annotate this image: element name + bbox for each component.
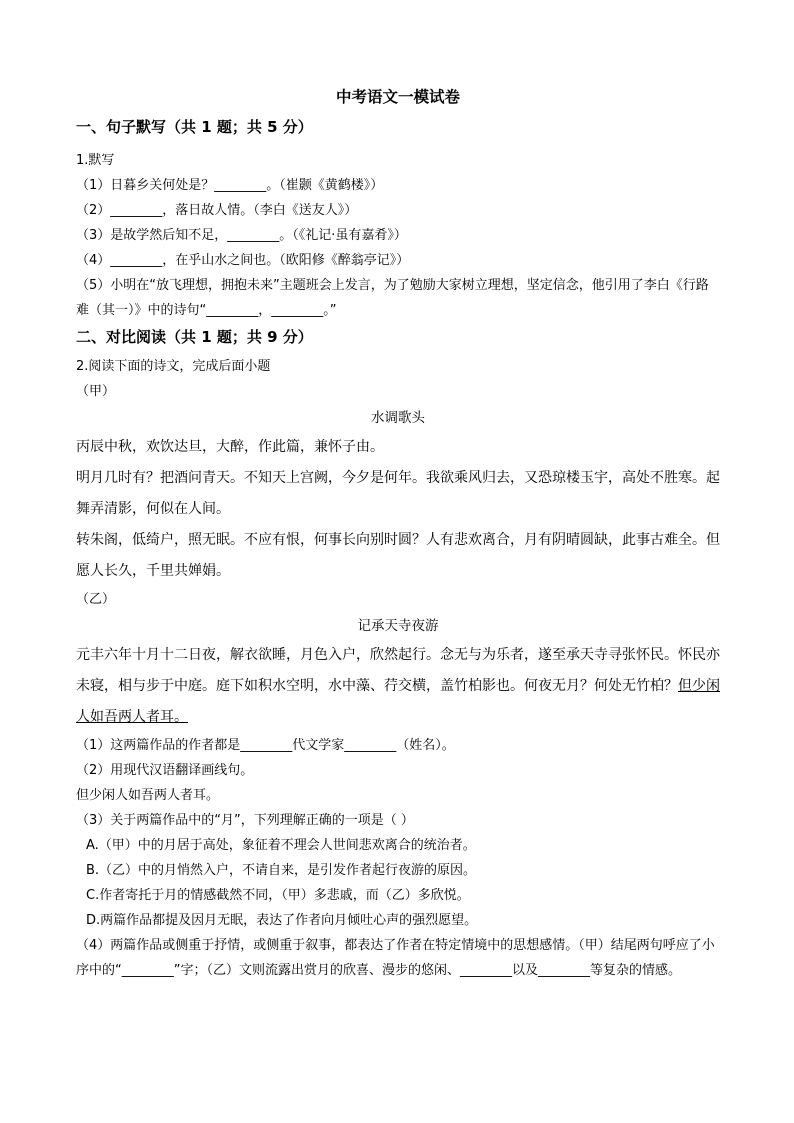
question-2-intro: 2.阅读下面的诗文，完成后面小题 xyxy=(76,359,271,374)
question-2-sub-2: （2）用现代汉语翻译画线句。 xyxy=(76,763,254,778)
poem-a-stanza-2: 转朱阁，低绮户，照无眠。不应有恨，何事长向别时圆？人有悲欢离合，月有阴晴圆缺，此事古难全。但愿人长久，千里共婵娟。 xyxy=(76,532,720,579)
prose-b-underlined-sentence: 但少闲人如吾两人者耳。 xyxy=(76,678,720,725)
poem-a-preface: 丙辰中秋，欢饮达旦，大醉，作此篇，兼怀子由。 xyxy=(76,439,384,455)
question-2-sub-2-sentence: 但少闲人如吾两人者耳。 xyxy=(76,788,220,803)
question-2-sub-3-option-d: D.两篇作品都提及因月无眠，表达了作者向月倾吐心声的强烈愿望。 xyxy=(86,913,478,928)
exam-title: 中考语文一模试卷 xyxy=(335,88,460,106)
question-2-sub-3: （3）关于两篇作品中的“月”，下列理解正确的一项是（ ） xyxy=(76,813,414,828)
poem-a-stanza-1: 明月几时有？把酒问青天。不知天上宫阙，今夕是何年。我欲乘风归去，又恐琼楼玉宇，高处不胜寒。起舞弄清影，何似在人间。 xyxy=(76,470,720,517)
section-1-heading: 一、句子默写（共 1 题；共 5 分） xyxy=(76,118,313,136)
question-1-intro: 1.默写 xyxy=(76,153,115,168)
exam-page xyxy=(76,86,720,983)
prose-b-text-plain: 元丰六年十月十二日夜，解衣欲睡，月色入户，欣然起行。念无与为乐者，遂至承天寺寻张怀民。怀民亦未寝，相与步于中庭。庭下如积水空明，水中藻、荇交横，盖竹柏影也。何夜无月？何处无竹柏？ xyxy=(76,647,720,694)
part-b-label: （乙） xyxy=(76,592,116,607)
question-1-item-2: （2）________，落日故人情。（李白《送友人》） xyxy=(76,203,358,218)
question-2-sub-4: （4）两篇作品或侧重于抒情，或侧重于叙事，都表达了作者在特定情境中的思想感情。（甲）结尾两句呼应了小序中的“________”字；（乙）文则流露出赏月的欣喜、漫步的悠闲、________以及________等复杂的情感。 xyxy=(76,938,715,978)
question-2-sub-3-option-b: B.（乙）中的月悄然入户，不请自来，是引发作者起行夜游的原因。 xyxy=(86,863,477,878)
question-1-item-4: （4）________，在乎山水之间也。（欧阳修《醉翁亭记》） xyxy=(76,253,410,268)
question-1-item-1: （1）日暮乡关何处是？________。（崔颢《黄鹤楼》） xyxy=(76,178,384,193)
prose-b-title: 记承天寺夜游 xyxy=(357,618,439,634)
question-2-sub-3-option-c: C.作者寄托于月的情感截然不同，（甲）多悲戚，而（乙）多欣悦。 xyxy=(86,888,470,903)
question-2-sub-1: （1）这两篇作品的作者都是________代文学家________（姓名）。 xyxy=(76,738,455,753)
question-2-sub-3-option-a: A.（甲）中的月居于高处，象征着不理会人世间悲欢离合的统治者。 xyxy=(86,838,476,853)
question-1-item-5: （5）小明在“放飞理想，拥抱未来”主题班会上发言，为了勉励大家树立理想，坚定信念，他引用了李白《行路难（其一）》中的诗句“________，________。” xyxy=(76,278,709,318)
section-2-heading: 二、对比阅读（共 1 题；共 9 分） xyxy=(76,328,313,346)
question-1-item-3: （3）是故学然后知不足，________。（《礼记·虽有嘉肴》） xyxy=(76,228,407,243)
prose-b-text xyxy=(76,640,720,733)
poem-a-title: 水调歌头 xyxy=(371,410,425,426)
part-a-label: （甲） xyxy=(76,384,116,399)
